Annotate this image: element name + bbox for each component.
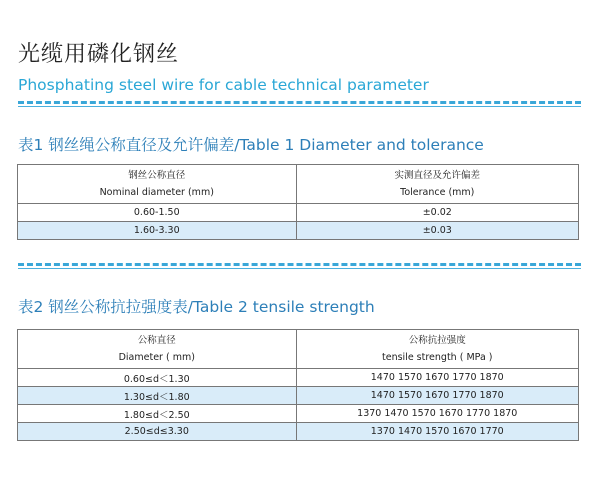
header-cell <box>296 165 579 204</box>
table-row <box>18 369 579 387</box>
header-cell <box>296 330 578 369</box>
table-cell: ±0.03 <box>296 222 579 240</box>
table-row <box>18 387 579 405</box>
page-title: 光缆用磷化钢丝 <box>18 41 180 67</box>
table-cell: 1370 1470 1570 1670 1770 <box>296 423 578 441</box>
table1-caption: 表1 钢丝绳公称直径及允许偏差/Table 1 Diameter and tolerance <box>18 136 484 154</box>
table-cell: 1.30≤d＜1.80 <box>18 387 297 405</box>
header-en: tensile strength ( MPa ) <box>382 352 493 363</box>
table-cell: 1470 1570 1670 1770 1870 <box>296 387 578 405</box>
table-row <box>18 204 579 222</box>
header-cn: 实测直径及允许偏差 <box>394 170 480 181</box>
header-en: Nominal diameter (mm) <box>99 187 214 198</box>
header-cn: 公称直径 <box>137 335 176 346</box>
header-cn: 钢丝公称直径 <box>128 170 186 181</box>
table-cell: 0.60≤d＜1.30 <box>18 369 297 387</box>
page-subtitle: Phosphating steel wire for cable technical parameter <box>18 76 429 94</box>
table-header-row <box>18 330 579 369</box>
table-cell: 1.60-3.30 <box>18 222 297 240</box>
table-cell: 1370 1470 1570 1670 1770 1870 <box>296 405 578 423</box>
table-row <box>18 222 579 240</box>
table-cell: 1470 1570 1670 1770 1870 <box>296 369 578 387</box>
header-cn: 公称抗拉强度 <box>408 335 466 346</box>
table2-caption: 表2 钢丝公称抗拉强度表/Table 2 tensile strength <box>18 298 375 316</box>
table-row <box>18 423 579 441</box>
header-cell <box>18 330 297 369</box>
tensile-strength-table <box>17 329 579 441</box>
table-cell: 1.80≤d＜2.50 <box>18 405 297 423</box>
table-row <box>18 405 579 423</box>
header-cell <box>18 165 297 204</box>
header-en: Diameter ( mm) <box>118 352 195 363</box>
table-cell: ±0.02 <box>296 204 579 222</box>
header-en: Tolerance (mm) <box>400 187 475 198</box>
table-header-row <box>18 165 579 204</box>
table-cell: 0.60-1.50 <box>18 204 297 222</box>
table-cell: 2.50≤d≤3.30 <box>18 423 297 441</box>
diameter-tolerance-table <box>17 164 579 240</box>
